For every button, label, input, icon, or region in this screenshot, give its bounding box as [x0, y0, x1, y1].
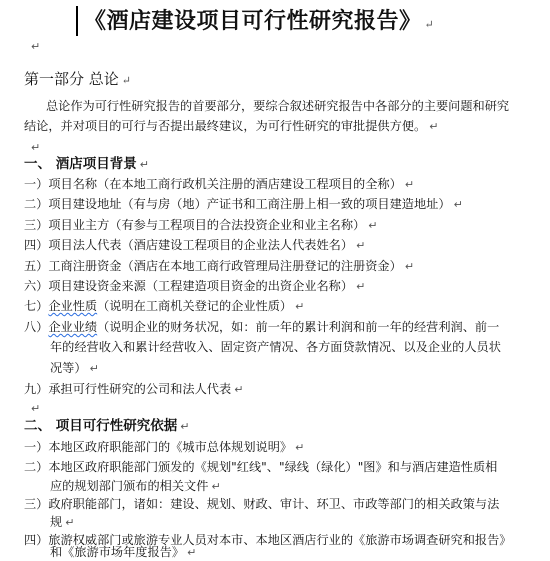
section-heading: 一、 酒店项目背景 ↵	[24, 156, 149, 172]
paragraph-mark-icon: ↵	[139, 158, 149, 171]
paragraph-mark-icon: ↵	[356, 280, 366, 293]
intro-line: 结论，并对项目的可行与否提出最终建议，为可行性研究的审批提供方便。 ↵	[24, 119, 439, 133]
paragraph-mark-icon: ↵	[429, 120, 439, 133]
paragraph-mark-icon: ↵	[31, 141, 41, 154]
list-item: 二）项目建设地址（有与房（地）产证书和工商注册上相一致的项目建造地址） ↵	[24, 197, 463, 211]
list-item: 九）承担可行性研究的公司和法人代表 ↵	[24, 382, 244, 396]
list-item: 六）项目建设资金来源（工程建造项目资金的出资企业名称） ↵	[24, 279, 366, 293]
empty-paragraph	[28, 139, 40, 156]
paragraph-mark-icon: ↵	[180, 420, 190, 433]
paragraph-mark-icon: ↵	[187, 546, 197, 559]
empty-paragraph	[28, 38, 40, 55]
paragraph-mark-icon: ↵	[65, 516, 75, 529]
paragraph-mark-icon: ↵	[295, 300, 305, 313]
document-title: 《酒店建设项目可行性研究报告》 ↵	[84, 8, 435, 34]
title-left-rule	[76, 6, 78, 36]
paragraph-mark-icon: ↵	[424, 18, 435, 31]
intro-line: 总论作为可行性研究报告的首要部分，要综合叙述研究报告中各部分的主要问题和研究	[46, 99, 510, 113]
list-item: 一）项目名称（在本地工商行政机关注册的酒店建设工程项目的全称） ↵	[24, 177, 415, 191]
paragraph-mark-icon: ↵	[211, 480, 221, 493]
list-item-continuation: 应的规划部门颁布的相关文件 ↵	[50, 479, 221, 493]
list-item-continuation: 规 ↵	[50, 515, 75, 529]
paragraph-mark-icon: ↵	[368, 219, 378, 232]
list-item-continuation: 况等） ↵	[50, 361, 99, 375]
spellcheck-underline: 企业性质	[48, 299, 98, 313]
spellcheck-underline: 企业业绩	[48, 320, 98, 334]
list-item: 一）本地区政府职能部门的《城市总体规划说明》 ↵	[24, 440, 305, 454]
list-item: 四）旅游权威部门或旅游专业人员对本市、本地区酒店行业的《旅游市场调查研究和报告》	[24, 533, 512, 547]
paragraph-mark-icon: ↵	[121, 74, 131, 87]
paragraph-mark-icon: ↵	[31, 40, 41, 53]
list-item: 三）项目业主方（有参与工程项目的合法投资企业和业主名称） ↵	[24, 218, 378, 232]
paragraph-mark-icon: ↵	[31, 402, 41, 415]
list-item: 八）企业业绩（说明企业的财务状况，如：前一年的累计利润和前一年的经营利润、前一	[24, 320, 500, 334]
empty-paragraph	[28, 400, 40, 417]
paragraph-mark-icon: ↵	[234, 383, 244, 396]
part-heading: 第一部分 总论 ↵	[24, 70, 131, 88]
list-item: 四）项目法人代表（酒店建设工程项目的企业法人代表姓名） ↵	[24, 238, 366, 252]
list-item-continuation: 和《旅游市场年度报告》 ↵	[50, 545, 197, 559]
section-heading: 二、 项目可行性研究依据 ↵	[24, 418, 190, 434]
paragraph-mark-icon: ↵	[356, 239, 366, 252]
paragraph-mark-icon: ↵	[295, 441, 305, 454]
list-item-continuation: 年的经营收入和累计经营收入、固定资产情况、各方面贷款情况、以及企业的人员状	[50, 340, 501, 354]
list-item: 三）政府职能部门，诸如：建设、规划、财政、审计、环卫、市政等部门的相关政策与法	[24, 497, 500, 511]
paragraph-mark-icon: ↵	[453, 198, 463, 211]
list-item: 五）工商注册资金（酒店在本地工商行政管理局注册登记的注册资金） ↵	[24, 259, 415, 273]
paragraph-mark-icon: ↵	[404, 260, 415, 273]
paragraph-mark-icon: ↵	[89, 362, 99, 375]
paragraph-mark-icon: ↵	[404, 178, 415, 191]
list-item: 二）本地区政府职能部门颁发的《规划"红线"、"绿线（绿化）"图》和与酒店建造性质相	[24, 460, 498, 474]
list-item: 七）企业性质（说明在工商机关登记的企业性质） ↵	[24, 299, 305, 313]
